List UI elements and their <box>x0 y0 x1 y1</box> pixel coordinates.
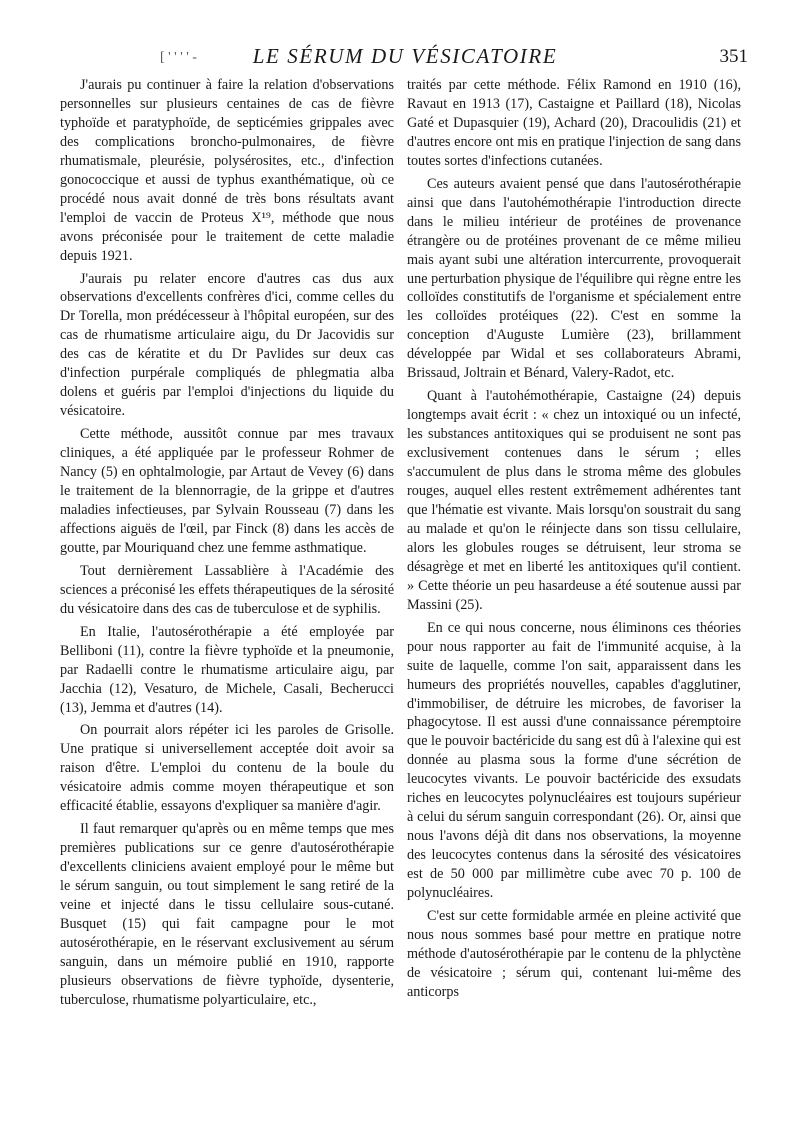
paragraph: J'aurais pu relater encore d'autres cas dus aux observations d'excellents confrères d'ici, comme celles du Dr Torella, mon prédécesseur à l'hôpital européen, sur des cas de rhumatisme articulaire aigu, du Dr Jacovidis sur des cas de kératite et du Dr Pavlides sur deux cas d'infection purpérale compliqués de phlegmatia alba dolens et guéris par l'emploi d'injections du liquide du vésicatoire. <box>60 270 394 420</box>
paragraph: Tout dernièrement Lassablière à l'Académie des sciences a préconisé les effets thérapeutiques de la sérosité du vésicatoire dans des cas de tuberculose et de syphilis. <box>60 562 394 617</box>
header-marks: [ ' ' ' ' - <box>160 50 197 65</box>
paragraph: Ces auteurs avaient pensé que dans l'autosérothérapie ainsi que dans l'autohémothérapie l'introduction directe dans le milieu intérieur de protéines de provenance étrangère ou de protéines provenant de ce même milieu mais ayant subi une altération intercurrente, provoquerait une perturbation physique de l'équilibre qui règne entre les colloïdes constitutifs de l'organisme et spécialement entre les colloïdes protéiques (22). C'est en somme la conception d'Auguste Lumière (23), brillamment développée par Widal et ses collaborateurs Abrami, Brissaud, Joltrain et Bénard, Valery-Radot, etc. <box>407 175 741 382</box>
left-column <box>60 76 394 1014</box>
paragraph: J'aurais pu continuer à faire la relation d'observations personnelles sur plusieurs centaines de cas de fièvre typhoïde et paratyphoïde, de septicémies grippales avec des complications broncho-pulmonaires, de fièvre rhumatismale, pleurésie, polysérosites, etc., d'infection gonococcique et aussi de typhus exanthématique, où ce procédé nous avait donné de très bons résultats avant l'emploi de vaccin de Proteus X¹⁹, méthode que nous avons préconisée pour le traitement de cette maladie depuis 1921. <box>60 77 394 264</box>
page-number: 351 <box>719 46 748 67</box>
running-title: LE SÉRUM DU VÉSICATOIRE <box>252 44 558 68</box>
paragraph: En ce qui nous concerne, nous éliminons ces théories pour nous rapporter au fait de l'immunité acquise, à la suite de laquelle, comme l'on sait, apparaissent dans les humeurs des propriétés nouvelles, capables d'agglutiner, d'immobiliser, de détruire les microbes, de favoriser la phagocytose. Il est aussi d'une connaissance péremptoire que le pouvoir bactéricide du sang est dû à l'alexine qui est donnée au plasma sous la forme d'une sécrétion de leucocytes vivants. Le pouvoir bactéricide des exsudats riches en leucocytes polynucléaires est toujours supérieur à celui du sérum sanguin correspondant (26). Or, ainsi que nous l'avons déjà dit dans nos observations, la moyenne des leucocytes contenus dans la sérosité des vésicatoires est de 50 000 par millimètre cube avec 70 p. 100 de polynucléaires. <box>407 619 741 902</box>
running-header <box>60 44 750 74</box>
paragraph: On pourrait alors répéter ici les paroles de Grisolle. Une pratique si universellement acceptée doit avoir sa raison d'être. L'emploi du contenu de la boule du vésicatoire admis comme moyen thérapeutique et son efficacité établie, essayons d'expliquer sa manière d'agir. <box>60 722 394 815</box>
paragraph: Il faut remarquer qu'après ou en même temps que mes premières publications sur ce genre d'autosérothérapie d'excellents cliniciens avaient employé pour le même but le sérum sanguin, ou tout simplement le sang retiré de la veine et injecté dans le tissu cellulaire sous-cutané. Busquet (15) qui fait campagne pour le mot autosérothérapie, en le réservant exclusivement au sérum sanguin, dans un mémoire publié en 1910, rapporte plusieurs observations de fièvre typhoïde, dysenterie, tuberculose, rhumatisme polyarticulaire, etc., <box>60 821 394 1008</box>
paragraph: Cette méthode, aussitôt connue par mes travaux cliniques, a été appliquée par le professeur Rohmer de Nancy (5) en ophtalmologie, par Artaut de Vevey (6) dans le traitement de la blennorragie, de la grippe et d'autres maladies infectieuses, par Sylvain Rousseau (7) dans les affections aiguës de l'œil, par Finck (8) dans les accès de goutte, par Mouriquand chez une femme asthmatique. <box>60 426 394 556</box>
paragraph: C'est sur cette formidable armée en pleine activité que nous nous sommes basé pour mettre en pratique notre méthode d'autosérothérapie par le contenu de la phlyctène de vésicatoire ; sérum qui, contenant lui-même des anticorps <box>407 907 741 1000</box>
paragraph-continuation: traités par cette méthode. Félix Ramond en 1910 (16), Ravaut en 1913 (17), Castaigne et Paillard (18), Nicolas Gaté et Dupasquier (19), Achard (20), Dracoulidis (21) et d'autres encore ont mis en pratique l'injection de sang dans toutes sortes d'infections cutanées. <box>407 77 741 169</box>
paragraph: Quant à l'autohémothérapie, Castaigne (24) depuis longtemps avait écrit : « chez un intoxiqué ou un infecté, les substances antitoxiques qui se produisent ne sont pas exclusivement contenues dans le sérum ; elles s'accumulent de plus dans le stroma même des globules rouges, auquel elles restent extrêmement adhérentes tant que l'hématie est vivante. Mais lorsqu'on soustrait du sang au malade et qu'on le réinjecte dans son tissu cellulaire, alors les globules rouges se détruisent, leur stroma se désagrège et met en liberté les antitoxiques qu'il contient. » Cette théorie un peu hasardeuse a été soutenue aussi par Massini (25). <box>407 388 741 613</box>
paragraph: En Italie, l'autosérothérapie a été employée par Belliboni (11), contre la fièvre typhoïde et la pneumonie, par Radaelli contre le rhumatisme articulaire aigu, par Jacchia (12), Vesaturo, de Michele, Casali, Becherucci (13), Jemma et d'autres (14). <box>60 623 394 716</box>
right-column <box>407 76 741 1006</box>
